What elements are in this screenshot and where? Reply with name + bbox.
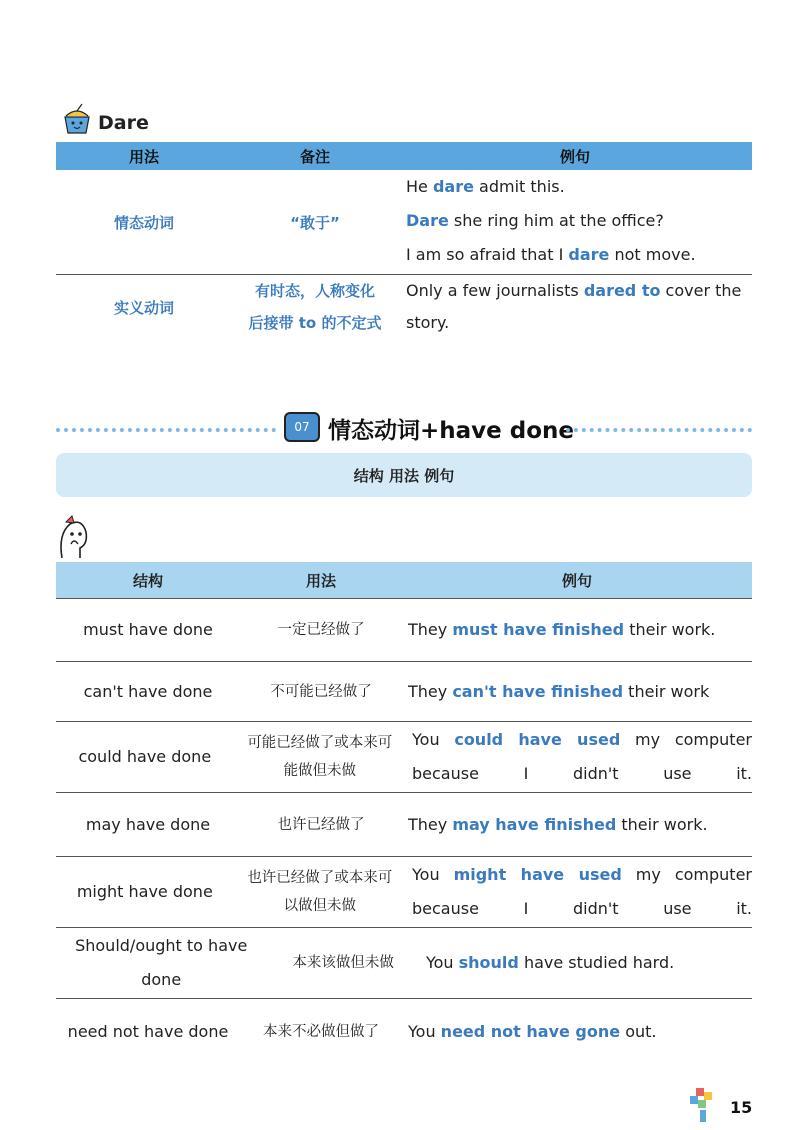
header-structure: 结构 [132,571,163,590]
dotted-divider [566,428,752,432]
example-line: Dare she ring him at the office? [406,211,664,230]
structure-cell: can't have done [83,681,213,701]
header-example: 例句 [559,147,590,166]
header-note: 备注 [299,147,330,166]
page-number: 15 [730,1098,753,1117]
table-row [56,793,752,857]
example-cell: You could have used my computer because I didn't use it. [412,730,752,783]
structure-cell: could have done [78,747,212,766]
table-row [56,722,752,793]
example-cell: Only a few journalists dared to cover the story. [406,281,742,332]
cup-icon [60,102,94,136]
table-row [56,857,752,928]
note-cell: 有时态，人称变化 后接带 to 的不定式 [248,282,382,332]
table-row [56,928,752,999]
example-cell: You should have studied hard. [425,953,675,972]
usage-cell: 本来该做但未做 [292,955,394,971]
table-row [56,999,752,1065]
structure-cell: Should/ought to have done [75,936,248,989]
example-cell: They can't have finished their work [408,681,710,701]
example-cell: They may have finished their work. [408,814,708,834]
example-line: I am so afraid that I dare not move. [406,245,696,264]
table-header [56,562,752,598]
section-heading [56,408,752,448]
bird-icon [56,514,92,560]
usage-cell: 不可能已经做了 [270,683,372,700]
example-cell: They must have finished their work. [408,620,716,639]
usage-cell: 本来不必做但做了 [263,1024,379,1040]
summary-bar: 结构 用法 例句 [56,453,752,497]
structure-cell: may have done [85,814,211,834]
example-cell: You might have used my computer because I didn't use it. [412,865,752,918]
table-row [56,598,752,662]
dare-row-modal [56,170,752,275]
dare-table-header [56,142,752,170]
example-cell: You need not have gone out. [408,1022,657,1041]
dare-row-notional [56,275,752,339]
table-row [56,662,752,722]
dare-table [56,142,752,339]
note-cell: “敢于” [290,213,340,232]
logo-icon [688,1088,718,1124]
usage-cell: 情态动词 [113,213,174,232]
usage-cell: 实义动词 [113,298,174,317]
header-usage: 用法 [305,571,336,590]
example-cell [398,170,752,274]
section-title: 情态动词+have done [328,418,575,444]
usage-cell: 也许已经做了或本来可以做但未做 [247,870,393,914]
dare-title: Dare [98,112,149,134]
modal-have-done-table [56,562,752,1065]
usage-cell: 一定已经做了 [277,622,365,638]
usage-cell: 也许已经做了 [277,816,365,833]
header-usage: 用法 [128,147,159,166]
usage-cell: 可能已经做了或本来可能做但未做 [247,735,393,779]
example-line: He dare admit this. [406,177,565,196]
structure-cell: might have done [76,882,213,901]
header-example: 例句 [561,571,592,590]
structure-cell: need not have done [67,1022,229,1041]
structure-cell: must have done [83,620,213,639]
dotted-divider [56,428,276,432]
section-number-badge: 07 [284,412,320,442]
